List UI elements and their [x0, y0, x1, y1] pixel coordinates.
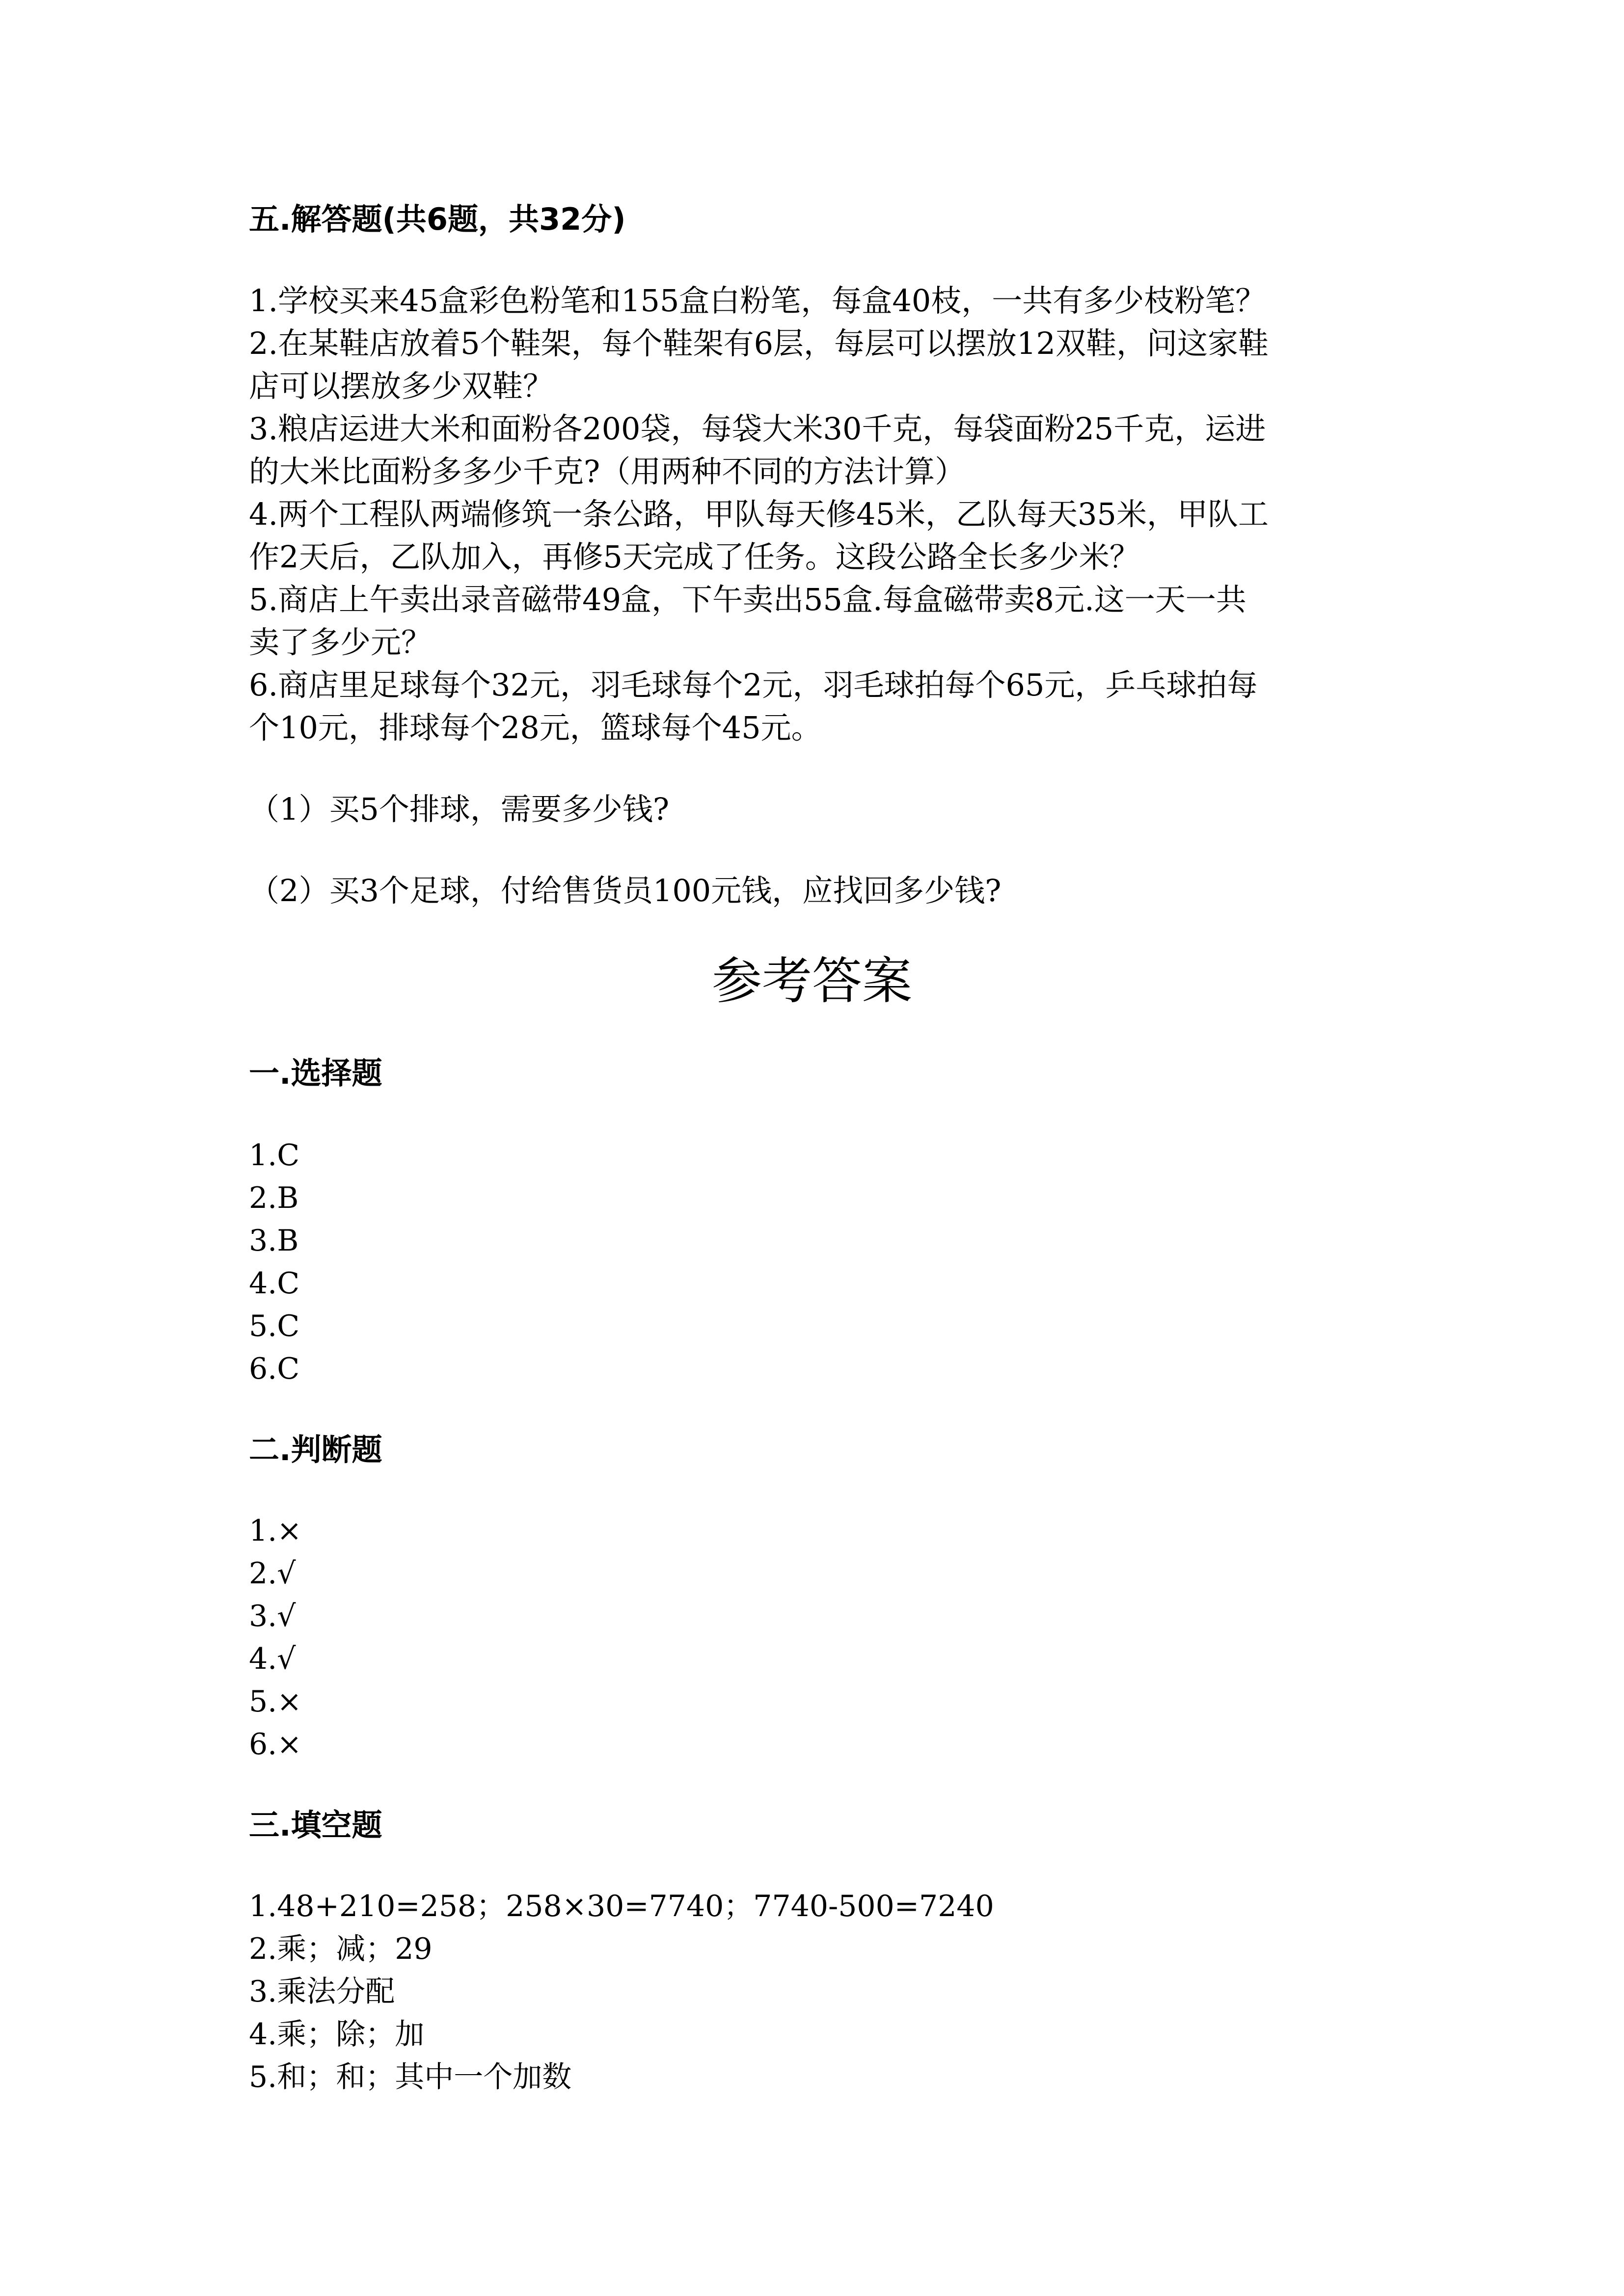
answer-item: 3.B: [249, 1224, 299, 1258]
question-line: 5.商店上午卖出录音磁带49盒，下午卖出55盒.每盒磁带卖8元.这一天一共: [249, 582, 1246, 617]
question-line: 6.商店里足球每个32元，羽毛球每个2元，羽毛球拍每个65元，乒乓球拍每: [249, 667, 1258, 703]
answer-item: 1.×: [249, 1514, 302, 1548]
question-line: 4.两个工程队两端修筑一条公路，甲队每天修45米，乙队每天35米，甲队工: [249, 496, 1269, 532]
sub-question: （1）买5个排球，需要多少钱?: [249, 791, 670, 827]
answer-item: 4.C: [249, 1266, 300, 1301]
answer-item: 2.B: [249, 1181, 299, 1215]
answer-item: 2.√: [249, 1556, 296, 1591]
answer-heading: 三.填空题: [249, 1807, 382, 1843]
question-line: 店可以摆放多少双鞋？: [249, 368, 554, 404]
question-line: 卖了多少元？: [249, 624, 432, 660]
answer-item: 4.乘；除；加: [249, 2017, 425, 2052]
answer-item: 1.C: [249, 1138, 300, 1173]
answer-item: 2.乘；减；29: [249, 1932, 433, 1966]
answer-item: 6.×: [249, 1727, 302, 1762]
sub-question: （2）买3个足球，付给售货员100元钱，应找回多少钱?: [249, 873, 1001, 908]
question-line: 3.粮店运进大米和面粉各200袋，每袋大米30千克，每袋面粉25千克，运进: [249, 411, 1266, 447]
answer-heading: 一.选择题: [249, 1055, 382, 1091]
answer-item: 5.和；和；其中一个加数: [249, 2060, 572, 2094]
answer-item: 6.C: [249, 1352, 300, 1386]
answer-item: 5.C: [249, 1309, 300, 1343]
answer-item: 5.×: [249, 1684, 302, 1719]
question-line: 作2天后，乙队加入，再修5天完成了任务。这段公路全长多少米？: [249, 539, 1140, 575]
question-line: 的大米比面粉多多少千克?（用两种不同的方法计算）: [249, 454, 966, 489]
answer-item: 3.√: [249, 1599, 296, 1633]
answer-heading: 二.判断题: [249, 1432, 382, 1468]
answers-title: 参考答案: [712, 952, 912, 1011]
section-heading: 五.解答题(共6题，共32分): [249, 201, 626, 237]
answer-item: 3.乘法分配: [249, 1975, 395, 2009]
question-line: 2.在某鞋店放着5个鞋架，每个鞋架有6层，每层可以摆放12双鞋，问这家鞋: [249, 325, 1269, 361]
question-line: 1.学校买来45盒彩色粉笔和155盒白粉笔，每盒40枝，一共有多少枝粉笔？: [249, 283, 1266, 319]
answer-item: 4.√: [249, 1642, 296, 1676]
question-line: 个10元，排球每个28元，篮球每个45元。: [249, 710, 822, 746]
answer-item: 1.48+210=258；258×30=7740；7740-500=7240: [249, 1889, 994, 1923]
